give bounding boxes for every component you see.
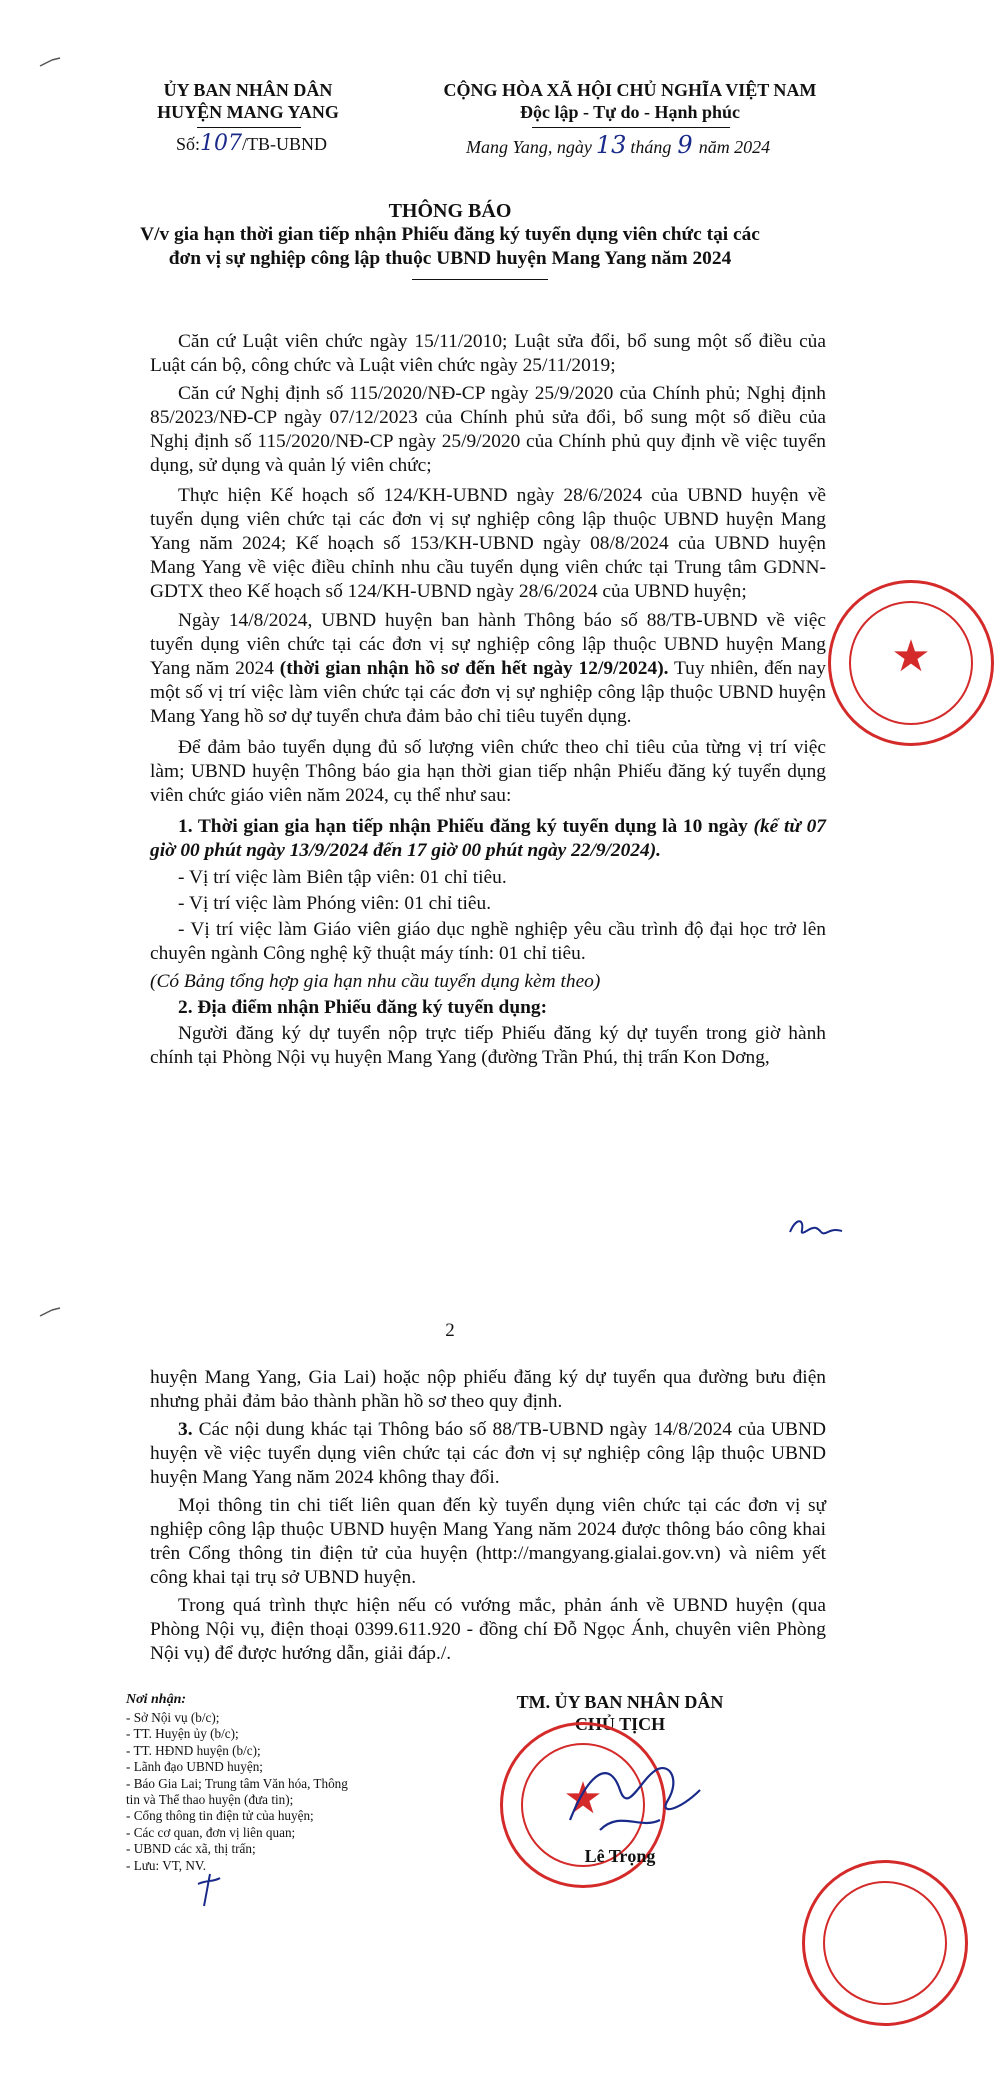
date-year: năm 2024: [698, 137, 771, 157]
handwritten-signature-icon: [560, 1740, 720, 1850]
seal-star-icon: ★: [891, 632, 931, 681]
recipient-item: - Các cơ quan, đơn vị liên quan;: [126, 1824, 296, 1840]
motto-underline: [532, 127, 730, 128]
recipients-heading: Nơi nhận:: [126, 1692, 187, 1707]
paragraph-publication: Mọi thông tin chi tiết liên quan đến kỳ tuyển dụng viên chức tại các đơn vị sự nghiệp công lập thuộc UBND huyện Mang Yang năm 2024 được thông báo công khai trên Cổng thông tin điện tử của huyện (http://mangyang.gialai.gov.vn) và niêm yết công khai tại trụ sở UBND huyện.: [150, 1495, 826, 1588]
recipient-item: - Báo Gia Lai; Trung tâm Văn hóa, Thông: [126, 1775, 348, 1791]
national-title: CỘNG HÒA XÃ HỘI CHỦ NGHĨA VIỆT NAM: [443, 80, 817, 100]
recipient-item: - TT. Huyện ủy (b/c);: [126, 1726, 239, 1742]
seal-star-icon: ★: [563, 1774, 603, 1823]
document-subject-line1: V/v gia hạn thời gian tiếp nhận Phiếu đăng ký tuyển dụng viên chức tại các: [140, 224, 760, 245]
position-item-reporter: - Vị trí việc làm Phóng viên: 01 chỉ tiêu.: [178, 893, 492, 914]
paragraph-purpose: Để đảm bảo tuyển dụng đủ số lượng viên chức theo chỉ tiêu của từng vị trí việc làm; UBND huyện Thông báo gia hạn thời gian tiếp nhận Phiếu đăng ký tuyển dụng viên chức giáo viên năm 2024, cụ thể như sau:: [150, 737, 826, 806]
signature-org: TM. ỦY BAN NHÂN DÂN: [516, 1692, 724, 1712]
section-3-text: Các nội dung khác tại Thông báo số 88/TB-UBND ngày 14/8/2024 của UBND huyện về việc tuyển dụng viên chức tại các đơn vị sự nghiệp công lập thuộc UBND huyện Mang Yang năm 2024 không thay đổi.: [150, 1419, 826, 1488]
agency-underline: [197, 127, 301, 128]
title-underline: [412, 279, 548, 280]
section-3-number: 3.: [178, 1419, 193, 1440]
agency-name-line2: HUYỆN MANG YANG: [157, 102, 339, 122]
paragraph-legal-basis-1: Căn cứ Luật viên chức ngày 15/11/2010; Luật sửa đổi, bổ sung một số điều của Luật cán bộ, công chức và Luật viên chức ngày 25/11/2019;: [150, 331, 826, 376]
paragraph-submission-continued: huyện Mang Yang, Gia Lai) hoặc nộp phiếu đăng ký dự tuyển qua đường bưu điện nhưng phải đảm bảo thành phần hồ sơ theo quy định.: [150, 1367, 826, 1412]
document-number-suffix: /TB-UBND: [242, 134, 328, 154]
section-1-period: (kể từ 07 giờ 00 phút ngày 13/9/2024 đến 17 giờ 00 phút ngày 22/9/2024).: [150, 816, 827, 861]
page-number: 2: [445, 1320, 455, 1341]
date-month-label: tháng: [630, 137, 672, 157]
document-number-prefix: Số:: [176, 134, 201, 154]
recipient-item: - Cổng thông tin điện tử của huyện;: [126, 1808, 314, 1824]
paragraph-legal-basis-2: Căn cứ Nghị định số 115/2020/NĐ-CP ngày 25/9/2020 của Chính phủ; Nghị định 85/2023/NĐ-CP ngày 07/12/2023 của Chính phủ sửa đổi, bổ sung một số điều của Nghị định số 115/2020/NĐ-CP ngày 25/9/2020 của Chính phủ quy định về việc tuyển dụng, sử dụng và quản lý viên chức;: [150, 383, 826, 476]
signer-name: Lê Trọng: [584, 1846, 656, 1866]
recipient-item: - Lãnh đạo UBND huyện;: [126, 1759, 263, 1775]
paragraph-contact: Trong quá trình thực hiện nếu có vướng mắc, phản ánh về UBND huyện (qua Phòng Nội vụ, điện thoại 0399.611.920 - đồng chí Đỗ Ngọc Ánh, chuyên viên Phòng Nội vụ) để được hướng dẫn, giải đáp./.: [150, 1595, 826, 1664]
position-item-teacher: - Vị trí việc làm Giáo viên giáo dục nghề nghiệp yêu cầu trình độ đại học trở lên chuyên ngành Công nghệ kỹ thuật máy tính: 01 chỉ tiêu.: [150, 919, 826, 964]
section-3-other-content: [150, 1418, 826, 1490]
recipient-item: - UBND các xã, thị trấn;: [126, 1841, 256, 1857]
document-heading: THÔNG BÁO: [388, 200, 512, 222]
recipient-item: - Sở Nội vụ (b/c);: [126, 1710, 220, 1725]
document-number: [176, 131, 327, 156]
announcement-deadline: (thời gian nhận hồ sơ đến hết ngày 12/9/2024).: [279, 658, 669, 679]
national-motto: Độc lập - Tự do - Hạnh phúc: [519, 102, 741, 122]
section-1-time-extension: [150, 815, 826, 863]
date-prefix: Mang Yang, ngày: [466, 137, 592, 157]
announcement-text-a: Ngày 14/8/2024, UBND huyện ban hành Thông báo số 88/TB-UBND về việc tuyển dụng viên chức tại các đơn vị sự nghiệp công lập thuộc UBND huyện Mang Yang năm 2024: [150, 610, 826, 679]
scan-mark-icon: [38, 1302, 68, 1320]
document-number-handwritten: 107: [200, 131, 243, 156]
recipient-item: tin và Thể thao huyện (đưa tin);: [126, 1792, 294, 1808]
recipients-list: [126, 1710, 348, 1874]
attachment-note: (Có Bảng tổng hợp gia hạn nhu cầu tuyển dụng kèm theo): [150, 971, 601, 992]
recipient-item: - Lưu: VT, NV.: [126, 1857, 207, 1873]
paragraph-plan: Thực hiện Kế hoạch số 124/KH-UBND ngày 28/6/2024 của UBND huyện về tuyển dụng viên chức tại các đơn vị sự nghiệp công lập thuộc UBND huyện Mang Yang năm 2024; Kế hoạch số 153/KH-UBND ngày 08/8/2024 của UBND huyện Mang Yang về việc điều chỉnh nhu cầu tuyển dụng viên chức tại Trung tâm GDNN-GDTX theo Kế hoạch số 124/KH-UBND ngày 28/6/2024 của UBND huyện;: [150, 485, 826, 602]
initials-mark-icon: [190, 1872, 230, 1908]
date-month-handwritten: 9: [677, 131, 693, 159]
agency-name-line1: ỦY BAN NHÂN DÂN: [163, 80, 333, 100]
announcement-text-b: Tuy nhiên, đến nay một số vị trí việc làm viên chức tại các đơn vị sự nghiệp công lập thuộc UBND huyện Mang Yang hồ sơ dự tuyển chưa đảm bảo chỉ tiêu tuyển dụng.: [150, 658, 826, 727]
official-seal-page1: [828, 580, 994, 746]
recipient-item: - TT. HĐND huyện (b/c);: [126, 1742, 261, 1758]
signature-title: CHỦ TỊCH: [574, 1714, 666, 1734]
official-seal-edge: [802, 1860, 968, 2026]
section-1-heading: 1. Thời gian gia hạn tiếp nhận Phiếu đăng ký tuyển dụng là 10 ngày: [178, 816, 748, 837]
document-subject-line2: đơn vị sự nghiệp công lập thuộc UBND huyện Mang Yang năm 2024: [168, 248, 732, 269]
initials-signature-icon: [786, 1212, 846, 1242]
date-day-handwritten: 13: [595, 131, 627, 159]
paragraph-submission-location: Người đăng ký dự tuyển nộp trực tiếp Phiếu đăng ký dự tuyển trong giờ hành chính tại Phòng Nội vụ huyện Mang Yang (đường Trần Phú, thị trấn Kon Dơng,: [150, 1023, 826, 1068]
position-item-editor: - Vị trí việc làm Biên tập viên: 01 chỉ tiêu.: [178, 867, 507, 888]
section-2-heading: 2. Địa điểm nhận Phiếu đăng ký tuyển dụng:: [178, 997, 548, 1018]
scan-mark-icon: [38, 52, 68, 70]
paragraph-announcement-88: [150, 609, 826, 729]
date-line: [466, 131, 770, 159]
